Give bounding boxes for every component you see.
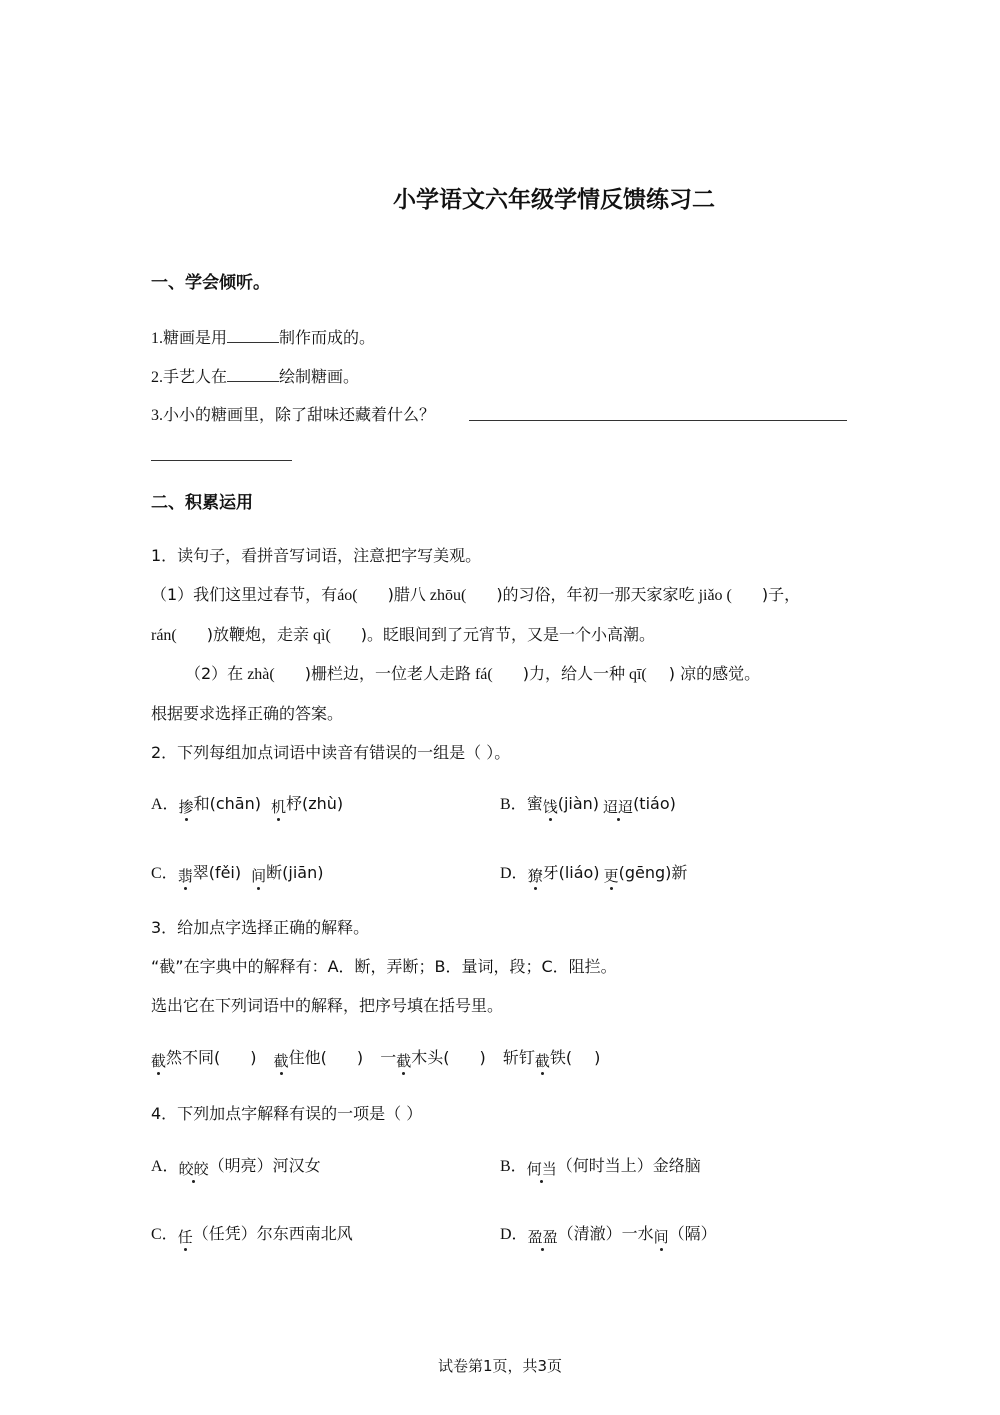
answer-blank[interactable] xyxy=(227,366,279,382)
q2-option-b[interactable]: B．蜜饯(jiàn) 迢迢(tiáo) xyxy=(500,794,676,816)
answer-line[interactable] xyxy=(469,405,847,421)
listening-q2: 2.手艺人在 绘制糖画。 xyxy=(151,367,360,386)
q4-title: 4．下列加点字解释有误的一项是（ ） xyxy=(151,1104,423,1123)
q2-option-c[interactable]: C．翡翠(fěi) 间断(jiān) xyxy=(151,863,324,885)
q4-option-b[interactable]: B．何当（何时当上）金络脑 xyxy=(500,1156,701,1178)
pinyin-line-1: （1）我们这里过春节，有áo( )腊八 zhōu( )的习俗，年初一那天家家吃 jiǎo ( )子， xyxy=(151,585,801,604)
page-title: 小学语文六年级学情反馈练习二 xyxy=(393,187,715,213)
q3-words: 截然不同( ) 截住他( ) 一截木头( ) 斩钉截铁( ) xyxy=(151,1048,601,1070)
section-2-heading: 二、积累运用 xyxy=(151,493,253,513)
listening-q1: 1.糖画是用 制作而成的。 xyxy=(151,328,376,347)
q1-title: 1．读句子，看拼音写词语，注意把字写美观。 xyxy=(151,546,482,565)
instruction: 根据要求选择正确的答案。 xyxy=(151,704,344,723)
q3-definition: “截”在字典中的解释有：A．断，弄断；B．量词，段；C．阻拦。 xyxy=(151,957,617,976)
section-1-heading: 一、学会倾听。 xyxy=(151,273,270,293)
q4-option-d[interactable]: D．盈盈（清澈）一水间（隔） xyxy=(500,1224,717,1246)
pinyin-line-3: （2）在 zhà( )栅栏边，一位老人走路 fá( )力，给人一种 qī( ) 凉的感觉。 xyxy=(185,664,761,683)
answer-blank[interactable] xyxy=(227,327,279,343)
answer-line[interactable] xyxy=(151,445,292,461)
listening-q3: 3.小小的糖画里，除了甜味还藏着什么？ xyxy=(151,405,436,424)
pinyin-line-2: rán( )放鞭炮，走亲 qì( )。眨眼间到了元宵节，又是一个小高潮。 xyxy=(151,625,656,644)
q2-title: 2．下列每组加点词语中读音有错误的一组是（ ）。 xyxy=(151,743,511,762)
q3-title: 3．给加点字选择正确的解释。 xyxy=(151,918,370,937)
q2-option-a[interactable]: A．掺和(chān) 机杼(zhù) xyxy=(151,794,344,816)
q4-option-a[interactable]: A．皎皎（明亮）河汉女 xyxy=(151,1156,321,1178)
q3-instruction: 选出它在下列词语中的解释，把序号填在括号里。 xyxy=(151,996,504,1015)
q4-option-c[interactable]: C．任（任凭）尔东西南北风 xyxy=(151,1224,353,1246)
page-footer: 试卷第1页，共3页 xyxy=(437,1357,563,1375)
q2-option-d[interactable]: D．獠牙(liáo) 更(gēng)新 xyxy=(500,863,688,885)
